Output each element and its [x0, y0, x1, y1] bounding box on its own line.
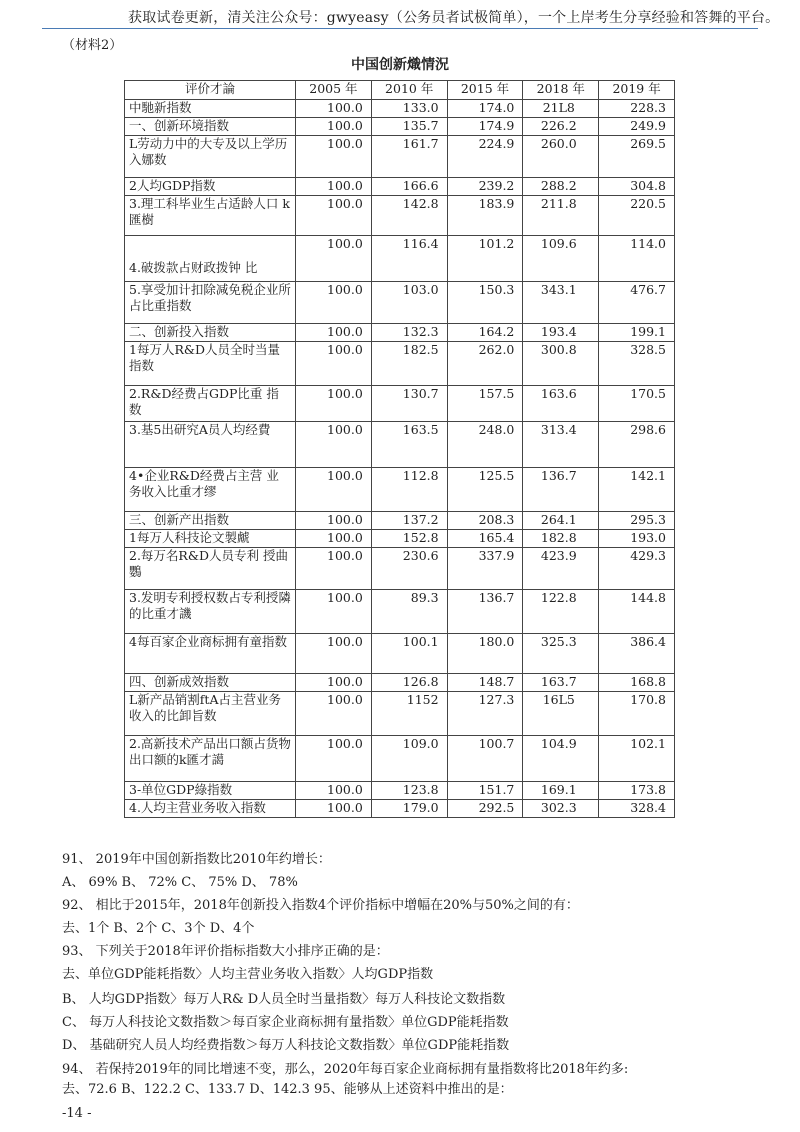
index-value: 136.7 [447, 590, 523, 634]
index-value: 100.0 [296, 342, 372, 386]
index-value: 100.0 [296, 692, 372, 736]
index-value: 100.0 [296, 530, 372, 548]
index-value: 228.3 [599, 100, 675, 118]
table-row [125, 548, 675, 590]
indicator-name: L劳动力中的大专及以上学历入娜数 [125, 136, 296, 178]
index-value: 102.1 [599, 736, 675, 782]
indicator-name: 3.理工科毕业生占适龄人口 k匯樹 [125, 196, 296, 236]
index-value: 100.0 [296, 136, 372, 178]
table-row [125, 178, 675, 196]
index-value: 144.8 [599, 590, 675, 634]
table-row [125, 692, 675, 736]
index-value: 182.8 [523, 530, 599, 548]
index-value: 328.4 [599, 800, 675, 818]
index-value: 239.2 [447, 178, 523, 196]
page-number: -14 - [62, 1106, 92, 1121]
table-row [125, 736, 675, 782]
index-value: 142.8 [371, 196, 447, 236]
index-value: 122.8 [523, 590, 599, 634]
index-value: 132.3 [371, 324, 447, 342]
index-value: 100.0 [296, 736, 372, 782]
indicator-name: 4.破拨款占财政拨钟 比 [125, 236, 296, 282]
index-value: 179.0 [371, 800, 447, 818]
header-text: 获取试卷更新，清关注公众号：gwyeasy（公务员者试极简单），一个上岸考生分享经验和答舞的平台。 [128, 10, 780, 26]
indicator-name: 2人均GDP指数 [125, 178, 296, 196]
innovation-index-table [124, 80, 675, 818]
index-value: 148.7 [447, 674, 523, 692]
table-row [125, 590, 675, 634]
indicator-name: 2.每万名R&D人员专利 授曲鸚 [125, 548, 296, 590]
material-label: （材料2） [62, 38, 123, 53]
index-value: 264.1 [523, 512, 599, 530]
index-value: 116.4 [371, 236, 447, 282]
index-value: 199.1 [599, 324, 675, 342]
index-value: 325.3 [523, 634, 599, 674]
question-line: C、 每万人科技论文数指数＞每百家企业商标拥有量指数〉单位GDP能耗指数 [62, 1015, 509, 1030]
index-value: 109.6 [523, 236, 599, 282]
table-row [125, 674, 675, 692]
column-header: 评价才論 [125, 81, 296, 100]
index-value: 343.1 [523, 282, 599, 324]
index-value: 174.0 [447, 100, 523, 118]
question-line: 92、 相比于2015年，2018年创新投入指数4个评价指标中增幅在20%与50%之间的有： [62, 898, 579, 913]
index-value: 100.0 [296, 548, 372, 590]
index-value: 114.0 [599, 236, 675, 282]
index-value: 157.5 [447, 386, 523, 422]
column-header: 2005 年 [296, 81, 372, 100]
index-value: 109.0 [371, 736, 447, 782]
table-row [125, 422, 675, 468]
table-header-row [125, 81, 675, 100]
index-value: 100.0 [296, 282, 372, 324]
index-value: 151.7 [447, 782, 523, 800]
indicator-name: 中馳新指数 [125, 100, 296, 118]
indicator-name: 4•企业R&D经费占主营 业务收入比重才缪 [125, 468, 296, 512]
index-value: 183.9 [447, 196, 523, 236]
indicator-name: 1每万人科技论文製虤 [125, 530, 296, 548]
index-value: 224.9 [447, 136, 523, 178]
index-value: 125.5 [447, 468, 523, 512]
question-line: 91、 2019年中国创新指数比2010年约增长： [62, 852, 331, 867]
index-value: 123.8 [371, 782, 447, 800]
question-line: D、 基础研究人员人均经费指数＞每万人科技论文数指数〉单位GDP能耗指数 [62, 1038, 510, 1053]
index-value: 170.8 [599, 692, 675, 736]
index-value: 100.0 [296, 118, 372, 136]
index-value: 137.2 [371, 512, 447, 530]
indicator-name: 5.享受加计扣除减免税企业所占比重指数 [125, 282, 296, 324]
index-value: 304.8 [599, 178, 675, 196]
index-value: 208.3 [447, 512, 523, 530]
index-value: 169.1 [523, 782, 599, 800]
index-value: 100.1 [371, 634, 447, 674]
question-line: 去、1个 B、2个 C、3个 D、4个 [62, 921, 255, 936]
index-value: 288.2 [523, 178, 599, 196]
indicator-name: 4.人均主营业务收入指数 [125, 800, 296, 818]
table-row [125, 530, 675, 548]
index-value: 101.2 [447, 236, 523, 282]
column-header: 2015 年 [447, 81, 523, 100]
column-header: 2018 年 [523, 81, 599, 100]
index-value: 100.0 [296, 512, 372, 530]
index-value: 100.0 [296, 800, 372, 818]
index-value: 142.1 [599, 468, 675, 512]
index-value: 262.0 [447, 342, 523, 386]
index-value: 269.5 [599, 136, 675, 178]
index-value: 100.0 [296, 100, 372, 118]
table-row [125, 324, 675, 342]
index-value: 100.0 [296, 178, 372, 196]
index-value: 100.0 [296, 324, 372, 342]
page-header [0, 0, 800, 30]
header-rule [42, 28, 758, 29]
index-value: 174.9 [447, 118, 523, 136]
index-value: 260.0 [523, 136, 599, 178]
index-value: 337.9 [447, 548, 523, 590]
index-value: 170.5 [599, 386, 675, 422]
column-header: 2010 年 [371, 81, 447, 100]
table-row [125, 634, 675, 674]
table-row [125, 100, 675, 118]
index-value: 100.0 [296, 236, 372, 282]
index-value: 211.8 [523, 196, 599, 236]
index-value: 386.4 [599, 634, 675, 674]
index-value: 298.6 [599, 422, 675, 468]
table-row [125, 282, 675, 324]
index-value: 127.3 [447, 692, 523, 736]
question-line: 去、72.6 B、122.2 C、133.7 D、142.3 95、能够从上述资料中推出的是： [62, 1082, 513, 1097]
index-value: 193.0 [599, 530, 675, 548]
index-value: 100.0 [296, 468, 372, 512]
index-value: 133.0 [371, 100, 447, 118]
index-value: 166.6 [371, 178, 447, 196]
index-value: 103.0 [371, 282, 447, 324]
table-row [125, 196, 675, 236]
table-row [125, 468, 675, 512]
table-row [125, 800, 675, 818]
table-row [125, 512, 675, 530]
index-value: 165.4 [447, 530, 523, 548]
index-value: 173.8 [599, 782, 675, 800]
index-value: 429.3 [599, 548, 675, 590]
index-value: 249.9 [599, 118, 675, 136]
index-value: 150.3 [447, 282, 523, 324]
index-value: 423.9 [523, 548, 599, 590]
index-value: 313.4 [523, 422, 599, 468]
index-value: 100.7 [447, 736, 523, 782]
index-value: 100.0 [296, 782, 372, 800]
question-line: 93、 下列关于2018年评价指标指数大小排序正确的是： [62, 944, 389, 959]
index-value: 295.3 [599, 512, 675, 530]
table-row [125, 118, 675, 136]
table-row [125, 782, 675, 800]
question-line: 94、 若保持2019年的同比增速不变，那么，2020年每百家企业商标拥有量指数将比2018年约多: [62, 1062, 629, 1077]
index-value: 100.0 [296, 590, 372, 634]
question-line: A、 69% B、 72% C、 75% D、 78% [62, 875, 298, 890]
indicator-name: 2.R&D经费占GDP比重 指数 [125, 386, 296, 422]
index-value: 130.7 [371, 386, 447, 422]
index-value: 163.5 [371, 422, 447, 468]
index-value: 16L5 [523, 692, 599, 736]
index-value: 135.7 [371, 118, 447, 136]
index-value: 100.0 [296, 386, 372, 422]
indicator-name: 1每万人R&D人员全时当量指数 [125, 342, 296, 386]
indicator-name: 一、创新环境指数 [125, 118, 296, 136]
index-value: 248.0 [447, 422, 523, 468]
indicator-name: 三、创新产出指数 [125, 512, 296, 530]
table-row [125, 342, 675, 386]
column-header: 2019 年 [599, 81, 675, 100]
index-value: 163.6 [523, 386, 599, 422]
indicator-name: 3-单位GDP綠指数 [125, 782, 296, 800]
index-value: 104.9 [523, 736, 599, 782]
index-value: 136.7 [523, 468, 599, 512]
indicator-name: 3.基5出研究A员人均经費 [125, 422, 296, 468]
index-value: 226.2 [523, 118, 599, 136]
index-value: 300.8 [523, 342, 599, 386]
index-value: 220.5 [599, 196, 675, 236]
index-value: 100.0 [296, 422, 372, 468]
indicator-name: 3.发明专利授权数占专利授隣的比重才譏 [125, 590, 296, 634]
index-value: 164.2 [447, 324, 523, 342]
index-value: 168.8 [599, 674, 675, 692]
index-value: 100.0 [296, 196, 372, 236]
index-value: 180.0 [447, 634, 523, 674]
index-value: 328.5 [599, 342, 675, 386]
indicator-name: 2.高新技术产品出口额占货物出口额的k匯才譪 [125, 736, 296, 782]
index-value: 89.3 [371, 590, 447, 634]
question-line: B、 人均GDP指数〉每万人R& D人员全时当量指数〉每万人科技论文数指数 [62, 992, 506, 1007]
index-value: 100.0 [296, 674, 372, 692]
index-value: 182.5 [371, 342, 447, 386]
index-value: 152.8 [371, 530, 447, 548]
indicator-name: L新产品销割ftA占主营业务收入的比卸旨数 [125, 692, 296, 736]
indicator-name: 二、创新投入指数 [125, 324, 296, 342]
index-value: 230.6 [371, 548, 447, 590]
indicator-name: 四、创新成效指数 [125, 674, 296, 692]
index-value: 292.5 [447, 800, 523, 818]
table-row [125, 386, 675, 422]
question-line: 去、单位GDP能耗指数〉人均主营业务收入指数〉人均GDP指数 [62, 967, 434, 982]
index-value: 1152 [371, 692, 447, 736]
index-value: 126.8 [371, 674, 447, 692]
index-value: 21L8 [523, 100, 599, 118]
table-row [125, 236, 675, 282]
index-value: 161.7 [371, 136, 447, 178]
indicator-name: 4每百家企业商标拥有童指数 [125, 634, 296, 674]
index-value: 476.7 [599, 282, 675, 324]
index-value: 193.4 [523, 324, 599, 342]
index-value: 163.7 [523, 674, 599, 692]
index-value: 112.8 [371, 468, 447, 512]
table-row [125, 136, 675, 178]
index-value: 302.3 [523, 800, 599, 818]
index-value: 100.0 [296, 634, 372, 674]
table-title: 中国创新熾情況 [351, 57, 449, 73]
